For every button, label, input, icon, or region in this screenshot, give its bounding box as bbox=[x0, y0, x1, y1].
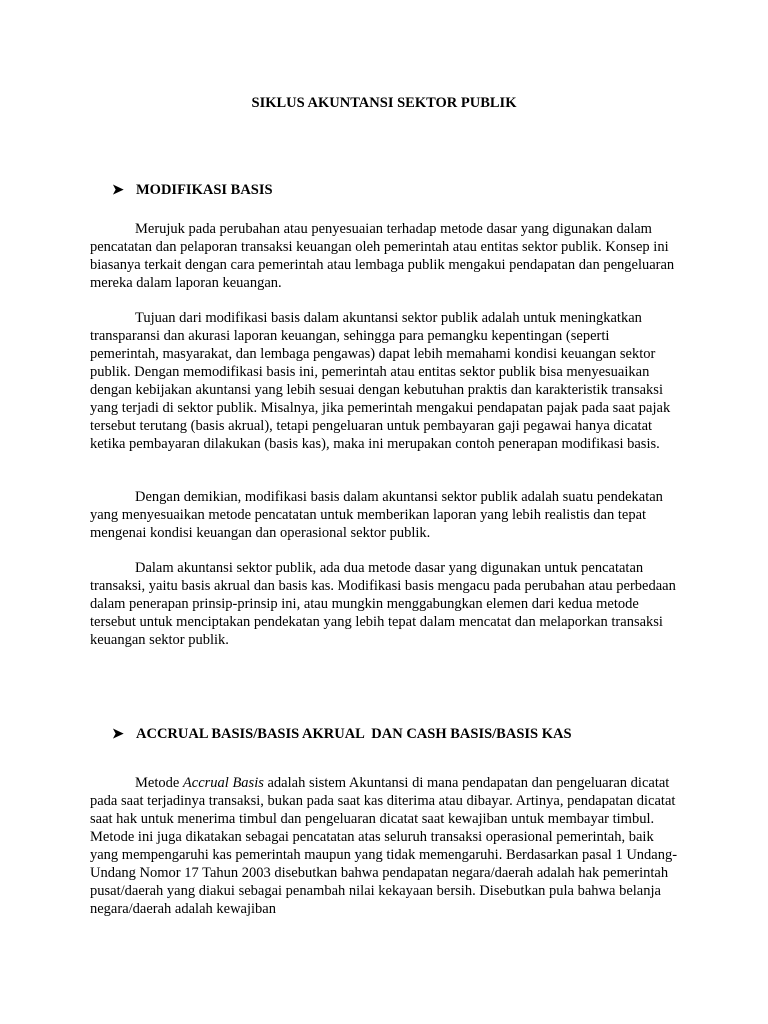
section-heading-accrual-cash-basis bbox=[112, 725, 572, 744]
section-heading-modifikasi-basis bbox=[112, 181, 273, 200]
section-heading-text: ACCRUAL BASIS/BASIS AKRUAL DAN CASH BASIS/BASIS KAS bbox=[136, 726, 572, 742]
paragraph bbox=[90, 774, 680, 918]
paragraph: Merujuk pada perubahan atau penyesuaian terhadap metode dasar yang digunakan dalam pencatatan dan pelaporan transaksi keuangan oleh pemerintah atau entitas sektor publik. Konsep ini biasanya terkait dengan cara pemerintah atau lembaga publik mengakui pendapatan dan pengeluaran mereka dalam laporan keuangan. bbox=[90, 221, 675, 291]
paragraph: Dengan demikian, modifikasi basis dalam akuntansi sektor publik adalah suatu pendekatan yang menyesuaikan metode pencatatan untuk memberikan laporan yang lebih realistis dan tepat mengenai kondisi keuangan dan operasional sektor publik. bbox=[90, 489, 663, 541]
paragraph-rest: adalah sistem Akuntansi di mana pendapatan dan pengeluaran dicatat pada saat terjadinya transaksi, bukan pada saat kas diterima atau dibayar. Artinya, pendapatan dicatat saat hak untuk menerima timbul dan pengeluaran dicatat saat kewajiban untuk membayar timbul. Metode ini juga dikatakan sebagai pencatatan atas seluruh transaksi operasional pemerintah, baik yang mempengaruhi kas pemerintah maupun yang tidak memengaruhi. Berdasarkan pasal 1 Undang-Undang Nomor 17 Tahun 2003 disebutkan bahwa pendapatan negara/daerah adalah hak pemerintah pusat/daerah yang diakui sebagai penambah nilai kekayaan bersih. Disebutkan pula bahwa belanja negara/daerah adalah kewajiban bbox=[90, 775, 678, 917]
italic-term: Accrual Basis bbox=[182, 775, 264, 791]
arrow-bullet-icon: ➤ bbox=[112, 727, 124, 742]
section-heading-text: MODIFIKASI BASIS bbox=[136, 182, 273, 198]
document-title: SIKLUS AKUNTANSI SEKTOR PUBLIK bbox=[251, 95, 517, 111]
paragraph-lead: Metode bbox=[135, 775, 183, 791]
arrow-bullet-icon: ➤ bbox=[112, 183, 124, 198]
paragraph: Tujuan dari modifikasi basis dalam akuntansi sektor publik adalah untuk meningkatkan transparansi dan akurasi laporan keuangan, sehingga para pemangku kepentingan (seperti pemerintah, masyarakat, dan lembaga pengawas) dapat lebih memahami kondisi keuangan sektor publik. Dengan memodifikasi basis ini, pemerintah atau entitas sektor publik bisa menyesuaikan dengan kebijakan akuntansi yang lebih sesuai dengan kebutuhan praktis dan karakteristik transaksi yang terjadi di sektor publik. Misalnya, jika pemerintah mengakui pendapatan pajak pada saat pajak tersebut terutang (basis akrual), tetapi pengeluaran untuk pembayaran gaji pegawai hanya dicatat ketika pembayaran dilakukan (basis kas), maka ini merupakan contoh penerapan modifikasi basis. bbox=[90, 310, 671, 452]
paragraph: Dalam akuntansi sektor publik, ada dua metode dasar yang digunakan untuk pencatatan transaksi, yaitu basis akrual dan basis kas. Modifikasi basis mengacu pada perubahan atau perbedaan dalam penerapan prinsip-prinsip ini, atau mungkin menggabungkan elemen dari kedua metode tersebut untuk menciptakan pendekatan yang lebih tepat dalam mencatat dan melaporkan transaksi keuangan sektor publik. bbox=[90, 560, 676, 648]
